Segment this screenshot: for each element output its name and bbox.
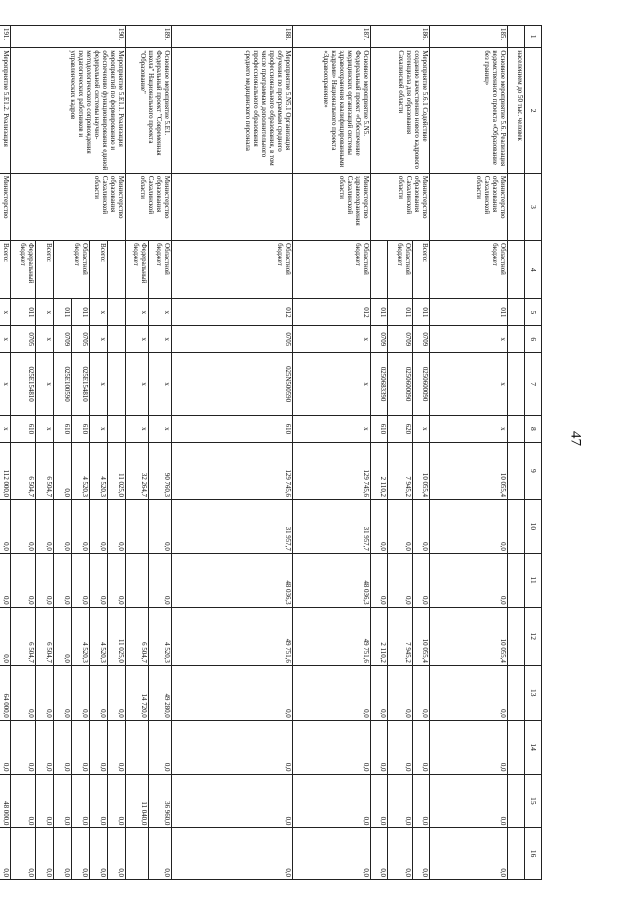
table-cell: 0,0 (90, 553, 108, 607)
table-cell: 011 (54, 299, 72, 326)
table-cell: 0,0 (0, 828, 11, 880)
table-cell: Областной бюджет (172, 241, 293, 299)
table-cell (126, 720, 149, 774)
table-cell: Всего: (413, 241, 430, 299)
table-cell: Областной бюджет (54, 241, 90, 299)
table-cell: 011 (413, 299, 430, 326)
table-cell: 189. (126, 26, 172, 48)
table-cell: 4 520,3 (90, 607, 108, 665)
column-number-row (525, 26, 542, 880)
table-cell: 0,0 (11, 720, 36, 774)
table-cell: 0,0 (90, 774, 108, 828)
table-cell: 012 (293, 299, 371, 326)
table-cell: 7 945,2 (388, 607, 413, 665)
column-number: 3 (525, 173, 542, 240)
table-cell: 0,0 (293, 665, 371, 720)
column-number: 8 (525, 415, 542, 442)
table-cell: 64 000,0 (0, 665, 11, 720)
table-cell: 2 110,2 (371, 442, 388, 499)
table-cell: x (149, 415, 172, 442)
table-cell: 0,0 (11, 665, 36, 720)
table-cell (172, 173, 293, 240)
table-cell: x (36, 299, 54, 326)
table-row (108, 26, 126, 880)
budget-table (0, 25, 542, 880)
table-cell: 0705 (72, 326, 90, 353)
table-cell: 0,0 (413, 774, 430, 828)
table-cell: 10 055,4 (413, 442, 430, 499)
table-cell: 6 504,7 (126, 607, 149, 665)
table-cell: Основное мероприятие 5.6. Реализация ведомственного проекта «Образование без границ» (430, 48, 508, 174)
table-cell: 0,0 (293, 774, 371, 828)
table-cell (508, 26, 525, 48)
table-cell: 90 760,3 (149, 442, 172, 499)
table-cell: 0,0 (0, 720, 11, 774)
table-cell: 0,0 (108, 553, 126, 607)
table-cell: x (126, 353, 149, 416)
table-cell: 0709 (413, 326, 430, 353)
table-cell: x (90, 415, 108, 442)
column-number: 2 (525, 48, 542, 174)
table-cell: 0,0 (388, 553, 413, 607)
table-cell (508, 326, 525, 353)
table-cell: 620 (388, 415, 413, 442)
table-cell: 0,0 (0, 607, 11, 665)
table-cell: 011 (11, 299, 36, 326)
column-number: 1 (525, 26, 542, 48)
table-cell: 112 000,0 (0, 442, 11, 499)
table-row (172, 26, 293, 880)
continuation-text: населением до 50 тыс. человек (508, 48, 525, 174)
table-cell: 2 110,2 (371, 607, 388, 665)
table-row (413, 26, 430, 880)
table-cell: x (36, 415, 54, 442)
table-cell: 0709 (54, 326, 72, 353)
table-cell (108, 299, 126, 326)
table-cell: 36 960,0 (149, 774, 172, 828)
table-cell: 0,0 (72, 665, 90, 720)
table-cell: 0,0 (371, 720, 388, 774)
table-cell: 610 (11, 415, 36, 442)
table-cell: x (430, 415, 508, 442)
table-cell: 0,0 (149, 500, 172, 554)
table-cell: 0,0 (413, 720, 430, 774)
table-cell: 11 025,0 (108, 607, 126, 665)
column-number: 6 (525, 326, 542, 353)
table-cell: x (293, 326, 371, 353)
table-cell: 0,0 (108, 774, 126, 828)
table-cell: 191. (0, 26, 11, 48)
table-cell: 0,0 (371, 828, 388, 880)
table-cell: 011 (430, 299, 508, 326)
table-cell: x (36, 353, 54, 416)
table-cell: 0,0 (413, 500, 430, 554)
table-cell: 0250600090 (388, 353, 413, 416)
table-cell (508, 299, 525, 326)
table-cell: 0,0 (413, 665, 430, 720)
table-cell: Областной бюджет (293, 241, 371, 299)
column-number: 11 (525, 553, 542, 607)
table-cell (508, 607, 525, 665)
table-cell: 31 957,7 (172, 500, 293, 554)
table-cell: 0,0 (36, 665, 54, 720)
table-cell: Всего: (36, 241, 54, 299)
table-cell: 025E154810 (11, 353, 36, 416)
table-cell: 610 (371, 415, 388, 442)
table-cell: x (149, 326, 172, 353)
table-cell: 0,0 (172, 665, 293, 720)
table-cell: 0,0 (54, 774, 72, 828)
table-cell: x (36, 326, 54, 353)
table-cell: 4 520,3 (72, 607, 90, 665)
table-cell: 025E100590 (54, 353, 72, 416)
table-cell: x (430, 326, 508, 353)
table-cell: 0,0 (72, 553, 90, 607)
table-cell: Министерство образования Сахалинской области (11, 173, 126, 240)
table-row (149, 26, 172, 880)
table-cell: 025E154810 (72, 353, 90, 416)
table-cell: 011 (388, 299, 413, 326)
table-cell: Министерство образования Сахалинской области (430, 173, 508, 240)
table-cell: 011 (72, 299, 90, 326)
table-cell: 0,0 (11, 500, 36, 554)
table-cell: 10 055,4 (430, 442, 508, 499)
table-cell: 025N500590 (172, 353, 293, 416)
table-cell: 0,0 (172, 720, 293, 774)
table-row (293, 26, 371, 880)
table-cell: 0,0 (149, 828, 172, 880)
table-cell (126, 828, 149, 880)
table-cell: 0,0 (430, 828, 508, 880)
table-cell: 0,0 (293, 720, 371, 774)
table-cell: 6 504,7 (36, 442, 54, 499)
column-number: 12 (525, 607, 542, 665)
table-cell: Федеральный бюджет (126, 241, 149, 299)
table-cell: 48 036,3 (172, 553, 293, 607)
table-cell: 0,0 (430, 720, 508, 774)
table-cell: 0,0 (54, 828, 72, 880)
table-cell: Министерство образования Сахалинской области (371, 173, 430, 240)
table-cell: 10 055,4 (430, 607, 508, 665)
table-cell: x (0, 326, 11, 353)
table-cell: Мероприятие 5.E1.1. Реализация мероприятий по формированию и обеспечению функционирования единой федеральной системы научно-методологического сопровождения педагогических работников и управленческих кадров (11, 48, 126, 174)
table-cell: x (90, 299, 108, 326)
table-cell: 4 520,3 (72, 442, 90, 499)
table-cell: x (126, 415, 149, 442)
table-cell: 0,0 (430, 500, 508, 554)
table-cell: 7 945,2 (388, 442, 413, 499)
table-cell: 0,0 (54, 553, 72, 607)
table-cell (126, 500, 149, 554)
table-cell (508, 553, 525, 607)
table-cell: 0,0 (388, 500, 413, 554)
table-cell: 0,0 (54, 442, 72, 499)
table-cell: x (413, 415, 430, 442)
table-cell (508, 774, 525, 828)
table-cell: 0,0 (388, 720, 413, 774)
table-cell: 6 504,7 (11, 607, 36, 665)
table-cell: 11 025,0 (108, 442, 126, 499)
table-cell: 49 280,0 (149, 665, 172, 720)
table-cell: 0,0 (388, 774, 413, 828)
table-cell (108, 241, 126, 299)
table-cell: 49 751,6 (293, 607, 371, 665)
table-cell: Министерство (0, 173, 11, 240)
rotated-page (2, 25, 542, 880)
table-cell: 0,0 (108, 500, 126, 554)
table-cell: 4 520,3 (90, 442, 108, 499)
table-cell: 0,0 (90, 500, 108, 554)
table-cell: 0,0 (413, 553, 430, 607)
table-cell: x (126, 326, 149, 353)
table-cell (508, 173, 525, 240)
column-number: 13 (525, 665, 542, 720)
table-cell: Мероприятие 5.6.1 Содействие созданию качественно нового кадрового потенциала для образования Сахалинской области (371, 48, 430, 174)
table-cell: 188. (172, 26, 293, 48)
table-cell: 0,0 (36, 774, 54, 828)
table-cell: 0,0 (371, 553, 388, 607)
table-cell: 0250600090 (413, 353, 430, 416)
table-cell (508, 500, 525, 554)
table-cell: Основное мероприятие 5.N5. Федеральный проект «Обеспечение медицинских организаций системы здравоохранения квалифицированными кадрами» Национального проекта «Здравоохранение» (293, 48, 371, 174)
table-cell: 0250683390 (371, 353, 388, 416)
page-number: 47 (567, 431, 584, 446)
table-cell: 0,0 (36, 828, 54, 880)
table-cell: 0,0 (36, 500, 54, 554)
table-cell (508, 720, 525, 774)
table-cell: 0705 (11, 326, 36, 353)
table-cell: 0705 (172, 326, 293, 353)
table-cell: 32 264,7 (126, 442, 149, 499)
table-cell: 185. (430, 26, 508, 48)
table-cell: 0,0 (430, 553, 508, 607)
table-cell: 0709 (388, 326, 413, 353)
table-cell: x (149, 353, 172, 416)
table-cell: 129 745,6 (172, 442, 293, 499)
table-cell: 011 (371, 299, 388, 326)
table-cell: 4 520,3 (149, 607, 172, 665)
table-cell: x (149, 299, 172, 326)
table-cell (508, 415, 525, 442)
table-cell: Федеральный бюджет (11, 241, 36, 299)
table-cell: x (0, 353, 11, 416)
table-cell: 0,0 (371, 500, 388, 554)
table-cell: 0,0 (54, 720, 72, 774)
table-cell: 129 745,6 (293, 442, 371, 499)
table-cell: 0,0 (108, 828, 126, 880)
table-cell: 48 036,3 (293, 553, 371, 607)
table-cell: 187. (293, 26, 371, 48)
table-cell: 0,0 (36, 720, 54, 774)
table-cell: 11 040,0 (126, 774, 149, 828)
table-cell: 14 720,0 (126, 665, 149, 720)
table-cell: 6 504,7 (36, 607, 54, 665)
table-cell: 0,0 (149, 553, 172, 607)
table-cell (126, 553, 149, 607)
table-cell: Министерство образования Сахалинской области (126, 173, 172, 240)
table-cell: 0,0 (430, 774, 508, 828)
table-cell: Областной бюджет (430, 241, 508, 299)
table-cell: Всего: (90, 241, 108, 299)
table-cell: 31 957,7 (293, 500, 371, 554)
column-number: 7 (525, 353, 542, 416)
column-number: 16 (525, 828, 542, 880)
table-cell: x (90, 326, 108, 353)
table-cell: x (90, 353, 108, 416)
table-cell: 0709 (371, 326, 388, 353)
table-row (0, 26, 11, 880)
table-cell: 0,0 (108, 665, 126, 720)
table-cell (508, 353, 525, 416)
table-cell: 0,0 (90, 720, 108, 774)
table-viewport (2, 25, 542, 880)
table-cell (108, 415, 126, 442)
table-cell (508, 442, 525, 499)
table-cell: x (293, 415, 371, 442)
table-cell: 0,0 (0, 500, 11, 554)
table-cell: 0,0 (72, 828, 90, 880)
column-number: 9 (525, 442, 542, 499)
column-number: 4 (525, 241, 542, 299)
table-cell: 0,0 (11, 828, 36, 880)
table-cell: x (126, 299, 149, 326)
table-cell: 0,0 (72, 500, 90, 554)
table-cell: 10 055,4 (413, 607, 430, 665)
table-cell: 0,0 (388, 665, 413, 720)
table-cell: 0,0 (54, 607, 72, 665)
table-cell: Мероприятие 5.N5.1 Организация обучения по программам среднего профессионального образования, в том числе программам дополнительного профессионального образования среднего медицинского персонала (172, 48, 293, 174)
table-cell: 190. (11, 26, 126, 48)
table-cell: 0,0 (149, 720, 172, 774)
column-number: 15 (525, 774, 542, 828)
table-cell: x (293, 353, 371, 416)
table-cell: 186. (371, 26, 430, 48)
table-cell (508, 665, 525, 720)
table-cell: 0,0 (90, 665, 108, 720)
table-cell: 6 504,7 (11, 442, 36, 499)
table-cell: 0,0 (108, 720, 126, 774)
column-number: 14 (525, 720, 542, 774)
column-number: 5 (525, 299, 542, 326)
table-cell: 0,0 (72, 720, 90, 774)
table-cell (108, 353, 126, 416)
table-cell: 0,0 (90, 828, 108, 880)
table-cell: 0,0 (172, 828, 293, 880)
table-cell: 0,0 (371, 774, 388, 828)
table-cell (371, 241, 388, 299)
table-cell: 0,0 (54, 665, 72, 720)
table-cell: Основное мероприятие 5.E1. Федеральный проект "Современная школа" Национального проекта "Образование" (126, 48, 172, 174)
table-cell: 610 (54, 415, 72, 442)
table-cell: 012 (172, 299, 293, 326)
table-cell: 0,0 (293, 828, 371, 880)
table-row (430, 26, 508, 880)
table-cell: 0,0 (11, 553, 36, 607)
table-cell (508, 828, 525, 880)
table-cell (108, 326, 126, 353)
table-cell: 48 000,0 (0, 774, 11, 828)
table-cell: 0,0 (388, 828, 413, 880)
table-cell: Областной бюджет (388, 241, 413, 299)
table-cell: x (0, 299, 11, 326)
table-cell: 610 (72, 415, 90, 442)
table-cell: 0,0 (430, 665, 508, 720)
continuation-row (508, 26, 525, 880)
table-cell: Всего: (0, 241, 11, 299)
table-cell: 0,0 (0, 553, 11, 607)
table-cell: Министерство здравоохранения Сахалинской области (293, 173, 371, 240)
table-cell (508, 241, 525, 299)
table-cell: 0,0 (72, 774, 90, 828)
table-cell: 49 751,6 (172, 607, 293, 665)
table-cell: x (430, 353, 508, 416)
table-cell: Областной бюджет (149, 241, 172, 299)
table-cell: 610 (172, 415, 293, 442)
table-cell: 0,0 (172, 774, 293, 828)
table-cell: 0,0 (371, 665, 388, 720)
table-cell: Мероприятие 5.E1.2. Реализация (0, 48, 11, 174)
table-cell: 0,0 (11, 774, 36, 828)
column-number: 10 (525, 500, 542, 554)
table-cell: x (0, 415, 11, 442)
table-cell: 0,0 (413, 828, 430, 880)
table-cell: 0,0 (54, 500, 72, 554)
table-cell: 0,0 (36, 553, 54, 607)
